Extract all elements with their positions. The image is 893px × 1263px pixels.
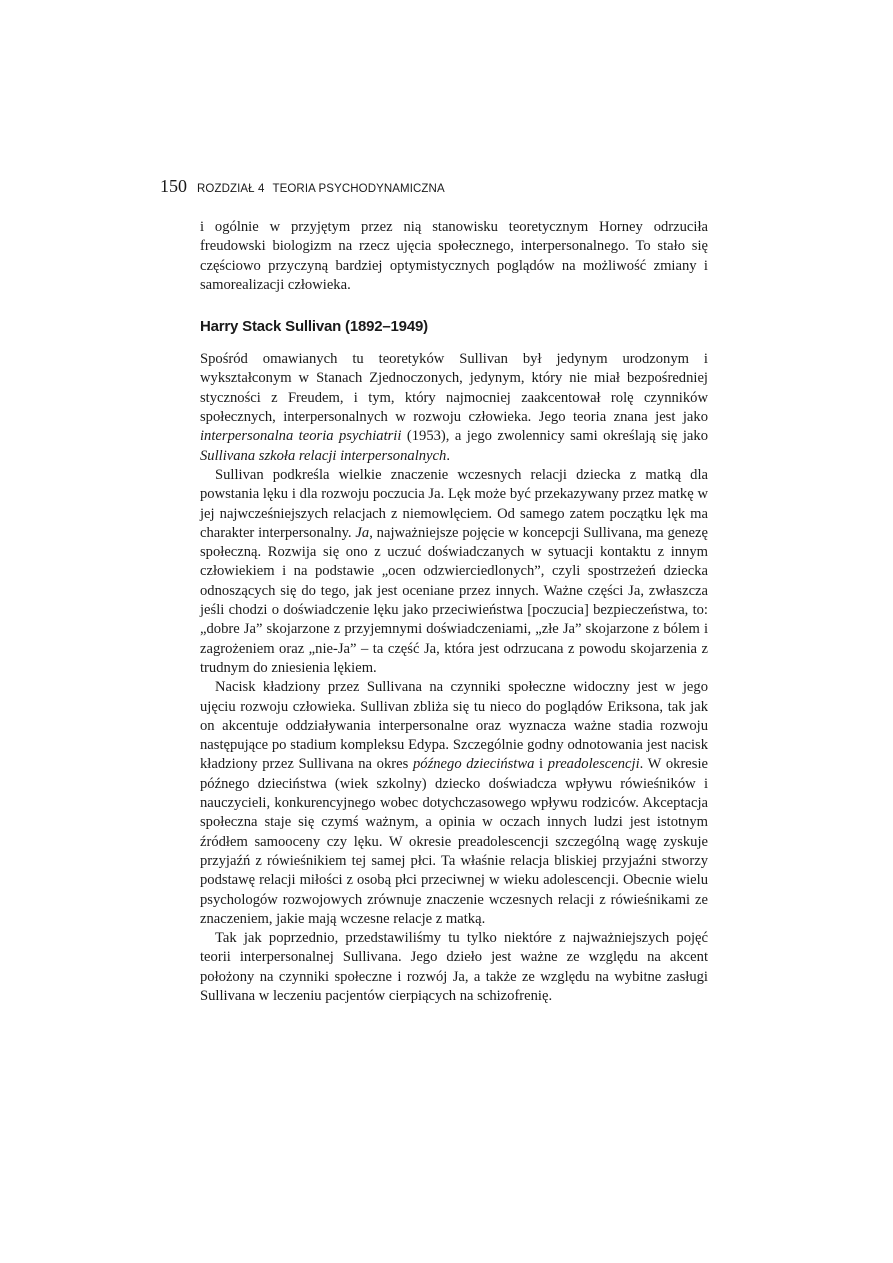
paragraph-1-italic-theory: interpersonalna teoria psychiatrii xyxy=(200,428,402,445)
paragraph-2-text-a: Sullivan podkreśla wielkie znaczenie wczesnych relacji dziecka z matką dla powstania lęku i dla rozwoju poczucia Ja. Lęk może być przekazywany przez matkę w jej najwcześniejszych relacjach z niemowlęciem. Od samego zatem początku lęk ma charakter interpersonalny. xyxy=(200,466,708,541)
section-heading: Harry Stack Sullivan (1892–1949) xyxy=(200,318,428,336)
paragraph-2 xyxy=(200,466,708,678)
paragraph-3-italic-preadolescence: preadolescencji xyxy=(547,756,640,773)
paragraph-3-text-e: . W okresie późnego dzieciństwa (wiek szkolny) dziecko doświadcza wpływu rówieśników i nauczycieli, konkurencyjnego wobec dotychczasowego wpływu rodziców. Akceptacja społeczna staje się czymś ważnym, a opinia w oczach innych ludzi jest istotnym źródłem samooceny czy lęku. W okresie preadolescencji szczególną wagę zyskuje przyjaźń z rówieśnikiem tej samej płci. Ta właśnie relacja bliskiej przyjaźni stworzy podstawę relacji miłości z osobą płci przeciwnej w wieku adolescencji. Obecnie wielu psychologów rozwojowych zrównuje znaczenie wczesnych relacji z rówieśnikami ze znaczeniem, jakie mają wczesne relacje z matką. xyxy=(200,756,708,927)
paragraph-1 xyxy=(200,350,708,466)
paragraph-2-italic-ja: Ja xyxy=(355,524,370,541)
paragraph-4: Tak jak poprzednio, przedstawiliśmy tu tylko niektóre z najważniejszych pojęć teorii interpersonalnej Sullivana. Jego dzieło jest ważne ze względu na akcent położony na czynniki społeczne i rozwój Ja, a także ze względu na wybitne zasługi Sullivana w leczeniu pacjentów cierpiących na schizofrenię. xyxy=(200,930,708,1004)
paragraph-3 xyxy=(200,678,708,929)
page-number: 150 xyxy=(160,176,187,196)
paragraph-1-text-c: (1953), a jego zwolennicy sami określają się jako xyxy=(401,428,708,445)
page-body xyxy=(200,218,708,1006)
paragraph-3-text-c: i xyxy=(534,756,548,773)
paragraph-1-italic-school: Sullivana szkoła relacji interpersonalnych xyxy=(200,447,447,464)
running-head xyxy=(160,176,720,202)
chapter-title: TEORIA PSYCHODYNAMICZNA xyxy=(272,183,445,195)
paragraph-1-text-a: Spośród omawianych tu teoretyków Sullivan był jedynym urodzonym i wykształconym w Stanach Zjednoczonych, jedynym, który nie miał bezpośredniej styczności z Freudem, i tym, który najmocniej zaakcentował rolę czynników społecznych, interpersonalnych w rozwoju człowieka. Jego teoria znana jest jako xyxy=(200,351,708,426)
chapter-label: ROZDZIAŁ 4 xyxy=(197,183,265,195)
intro-paragraph: i ogólnie w przyjętym przez nią stanowisku teoretycznym Horney odrzuciła freudowski biologizm na rzecz ujęcia społecznego, interpersonalnego. To stało się częściowo przyczyną bardziej optymistycznych poglądów na możliwość zmiany i samorealizacji człowieka. xyxy=(200,219,708,293)
paragraph-3-italic-late-childhood: późnego dzieciństwa xyxy=(412,756,535,773)
paragraph-3-text-a: Nacisk kładziony przez Sullivana na czynniki społeczne widoczny jest w jego ujęciu rozwoju człowieka. Sullivan zbliża się tu nieco do poglądów Eriksona, tak jak on akcentuje oddziaływania interpersonalne oraz wyznacza ważne stadia rozwoju następujące po stadium kompleksu Edypa. Szczególnie godny odnotowania jest nacisk kładziony przez Sullivana na okres xyxy=(200,679,708,773)
paragraph-2-text-c: , najważniejsze pojęcie w koncepcji Sullivana, ma genezę społeczną. Rozwija się ono z uczuć doświadczanych w sytuacji kontaktu z innym człowiekiem i na podstawie „ocen odzwierciedlonych”, czyli spostrzeżeń dziecka odnoszących się do tego, jak jest oceniane przez innych. Ważne części Ja, zwłaszcza jeśli chodzi o doświadczenie lęku jako przeciwieństwa [poczucia] bezpieczeństwa, to: „dobre Ja” skojarzone z przyjemnymi doświadczeniami, „złe Ja” skojarzone z bólem i zagrożeniem oraz „nie-Ja” – ta część Ja, która jest odrzucana z powodu skojarzenia z trudnym do zniesienia lękiem. xyxy=(200,524,708,676)
paragraph-1-text-e: . xyxy=(446,447,450,464)
